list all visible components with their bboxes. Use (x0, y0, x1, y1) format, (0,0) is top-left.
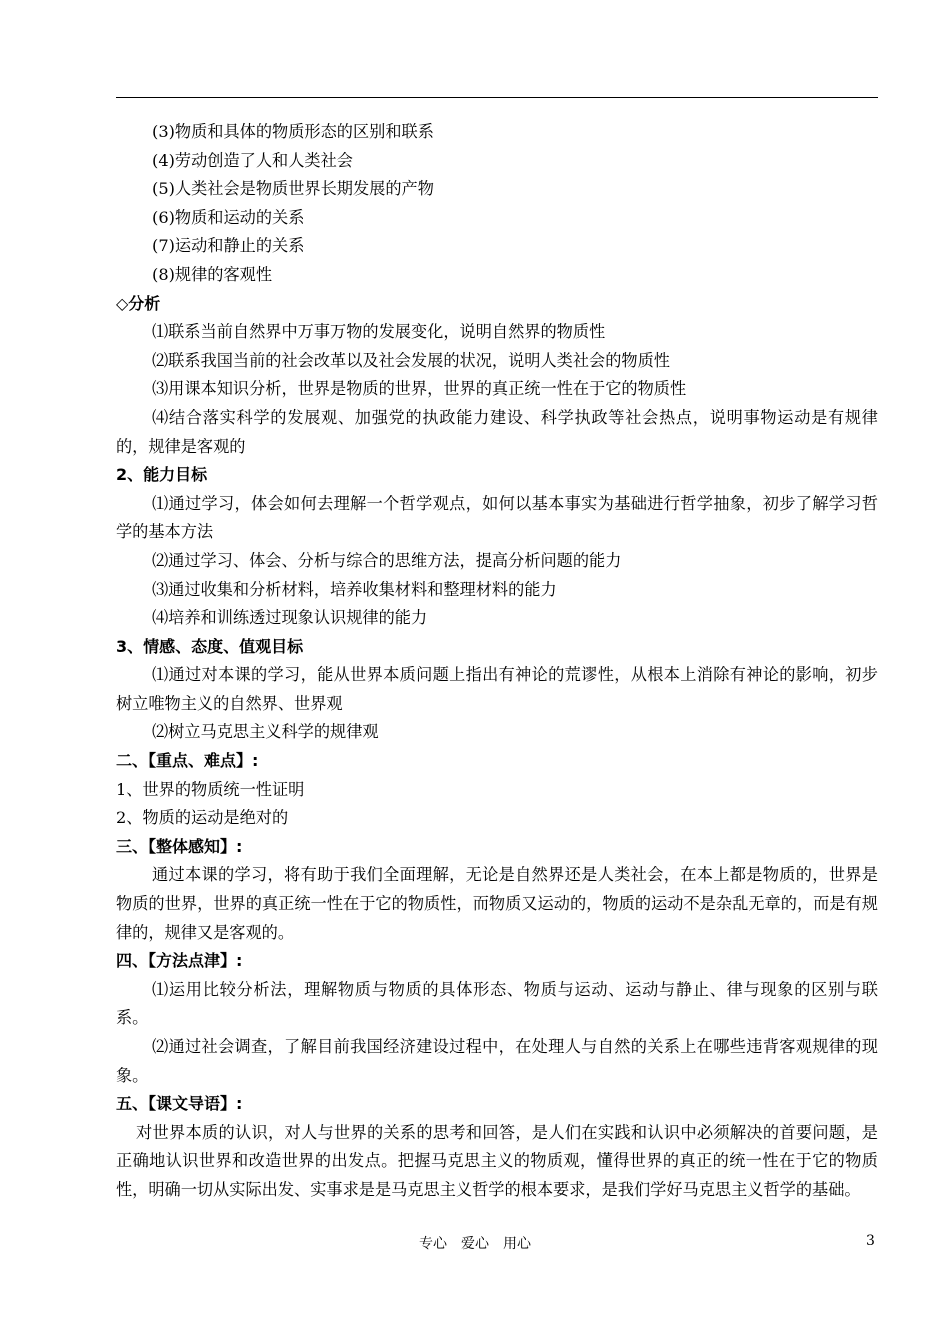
method-heading: 四、【方法点津】: (116, 951, 243, 971)
list-item: (5)人类社会是物质世界长期发展的产物 (152, 179, 434, 199)
list-item: (7)运动和静止的关系 (152, 236, 305, 256)
list-item: ⑵通过学习、体会、分析与综合的思维方法，提高分析问题的能力 (152, 550, 622, 570)
list-item: (3)物质和具体的物质形态的区别和联系 (152, 122, 434, 141)
list-item: ⑷培养和训练透过现象认识规律的能力 (152, 608, 428, 628)
list-item: ⑴通过对本课的学习，能从世界本质问题上指出有神论的荒谬性，从根本上消除有神论的影响，初步树立唯物主义的自然界、世界观 (116, 665, 878, 713)
guide-paragraph: 对世界本质的认识，对人与世界的关系的思考和回答，是人们在实践和认识中必须解决的首要问题，是正确地认识世界和改造世界的出发点。把握马克思主义的物质观，懂得世界的真正的统一性在于它的物质性，明确一切从实际出发、实事求是是马克思主义哲学的根本要求，是我们学好马克思主义哲学的基础。 (116, 1122, 878, 1199)
overall-paragraph: 通过本课的学习，将有助于我们全面理解，无论是自然界还是人类社会，在本上都是物质的，世界是物质的世界，世界的真正统一性在于它的物质性，而物质又运动的，物质的运动不是杂乱无章的，而是有规律的，规律又是客观的。 (116, 865, 878, 942)
guide-heading: 五、【课文导语】: (116, 1094, 243, 1114)
emotion-heading: 3、情感、态度、值观目标 (116, 636, 304, 656)
list-item: ⑴通过学习，体会如何去理解一个哲学观点，如何以基本事实为基础进行哲学抽象，初步了解学习哲学的基本方法 (116, 493, 878, 542)
list-item: (6)物质和运动的关系 (152, 207, 305, 227)
list-item: ⑶用课本知识分析，世界是物质的世界，世界的真正统一性在于它的物质性 (152, 379, 687, 399)
list-item: ⑵通过社会调查，了解目前我国经济建设过程中，在处理人与自然的关系上在哪些违背客观规律的现象。 (116, 1037, 878, 1085)
footer-motto: 专心 爱心 用心 (419, 1236, 531, 1252)
list-item: ⑴联系当前自然界中万事万物的发展变化，说明自然界的物质性 (152, 322, 606, 342)
header-rule (116, 97, 878, 98)
document-body (116, 118, 878, 1205)
list-item: ⑶通过收集和分析材料，培养收集材料和整理材料的能力 (152, 579, 557, 599)
list-item: ⑷结合落实科学的发展观、加强党的执政能力建设、科学执政等社会热点，说明事物运动是有规律的，规律是客观的 (116, 407, 878, 456)
ability-heading: 2、能力目标 (116, 465, 208, 485)
list-item: ⑵树立马克思主义科学的规律观 (152, 722, 379, 742)
list-item: (4)劳动创造了人和人类社会 (152, 150, 353, 170)
list-item: 2、物质的运动是绝对的 (116, 808, 289, 828)
overall-heading: 三、【整体感知】: (116, 836, 243, 856)
key-points-heading: 二、【重点、难点】: (116, 751, 259, 771)
analysis-heading: ◇分析 (116, 293, 161, 313)
list-item: ⑴运用比较分析法，理解物质与物质的具体形态、物质与运动、运动与静止、律与现象的区别与联系。 (116, 979, 878, 1028)
list-item: ⑵联系我国当前的社会改革以及社会发展的状况，说明人类社会的物质性 (152, 350, 670, 370)
list-item: (8)规律的客观性 (152, 264, 273, 284)
page-number: 3 (866, 1233, 875, 1249)
list-item: 1、世界的物质统一性证明 (116, 779, 305, 799)
